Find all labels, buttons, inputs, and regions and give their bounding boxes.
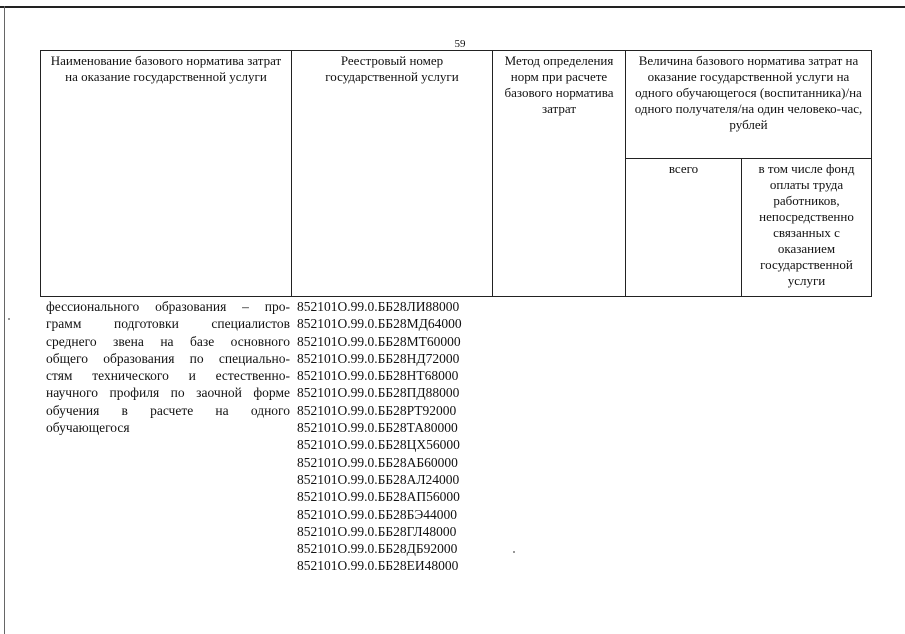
header-norm-value: Величина базового норматива затрат на оказание государственной услуги на одного обучающегося (воспитанника)/на одного получателя/на один человеко-час, рублей [626,51,872,159]
registry-code: 852101О.99.0.ББ28АЛ24000 [297,471,460,487]
registry-code-list [297,298,497,575]
registry-code: 852101О.99.0.ББ28ЦХ56000 [297,437,460,453]
description-line: фессионального образования – про- [46,299,290,314]
scan-border-top [0,6,905,8]
registry-code: 852101О.99.0.ББ28ПД88000 [297,385,460,401]
norms-table-header [40,50,872,297]
scan-speck [8,318,10,320]
page-number: 59 [454,38,466,50]
registry-code: 852101О.99.0.ББ28НД72000 [297,350,460,366]
registry-code: 852101О.99.0.ББ28АП56000 [297,489,460,505]
description-line: обучающегося [46,420,130,436]
header-total: всего [626,159,742,297]
scan-border-left [4,6,5,634]
header-service-name: Наименование базового норматива затрат на оказание государственной услуги [41,51,292,297]
registry-code: 852101О.99.0.ББ28МТ60000 [297,333,461,349]
registry-code: 852101О.99.0.ББ28МД64000 [297,316,462,332]
service-description [46,298,290,436]
registry-code: 852101О.99.0.ББ28ЕИ48000 [297,558,459,574]
description-line: обучения в расчете на одного [46,402,290,418]
registry-code: 852101О.99.0.ББ28АБ60000 [297,454,458,470]
description-line: среднего звена на базе основного [46,333,290,349]
description-line: общего образования по специально- [46,350,290,366]
header-registry-number: Реестровый номер государственной услуги [292,51,493,297]
header-method: Метод определения норм при расчете базового норматива затрат [493,51,626,297]
description-line: стям технического и естественно- [46,368,290,384]
registry-code: 852101О.99.0.ББ28БЭ44000 [297,506,458,522]
registry-code: 852101О.99.0.ББ28ЛИ88000 [297,299,460,314]
registry-code: 852101О.99.0.ББ28НТ68000 [297,368,459,384]
registry-code: 852101О.99.0.ББ28ТА80000 [297,420,458,436]
registry-code: 852101О.99.0.ББ28РТ92000 [297,402,457,418]
description-line: грамм подготовки специалистов [46,316,290,332]
scan-speck [513,551,515,553]
registry-code: 852101О.99.0.ББ28ГЛ48000 [297,523,457,539]
registry-code: 852101О.99.0.ББ28ДБ92000 [297,541,458,557]
description-line: научного профиля по заочной форме [46,385,290,401]
header-wage-fund: в том числе фонд оплаты труда работников, непосредственно связанных с оказанием государственной услуги [742,159,872,297]
